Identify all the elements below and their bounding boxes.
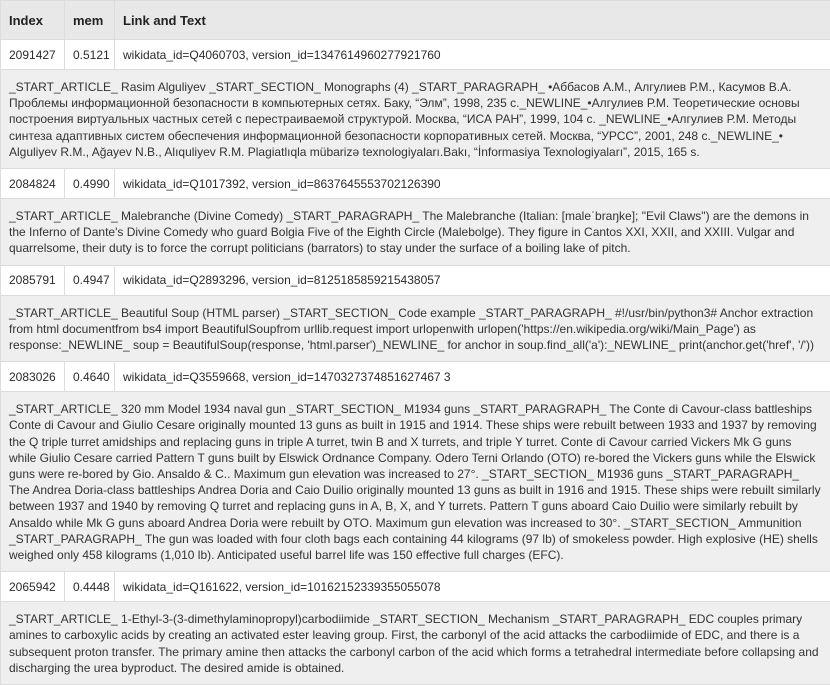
table-row <box>1 265 830 295</box>
cell-text: _START_ARTICLE_ Beautiful Soup (HTML parser) _START_SECTION_ Code example _START_PARAGRAPH_ #!/usr/bin/python3# Anchor extraction from html documentfrom bs4 import BeautifulSoupfrom urllib.request import urlopenwith urlopen('https://en.wikipedia.org/wiki/Main_Page') as response:_NEWLINE_ soup = BeautifulSoup(response, 'html.parser')_NEWLINE_ for anchor in soup.find_all('a'):_NEWLINE_ print(anchor.get('href', '/')) <box>1 295 830 362</box>
table-row-text <box>1 199 830 266</box>
cell-mem: 0.4448 <box>65 572 115 602</box>
table-row <box>1 572 830 602</box>
cell-text: _START_ARTICLE_ 320 mm Model 1934 naval gun _START_SECTION_ M1934 guns _START_PARAGRAPH_ The Conte di Cavour-class battleships Conte di Cavour and Giulio Cesare originally mounted 13 guns as built in 1915 and 1914. These ships were rebuilt between 1933 and 1937 by removing the Q triple turret amidships and replacing guns in triple A turret, twin B and X turrets, and triple Y turret. Conte di Cavour carried Vickers Mk G guns while Giulio Cesare carried Pattern T guns built by Elswick Ordnance Company. Odero Terni Orlando (OTO) re-bored the Vickers guns while the Elswick guns were re-bored by Gio. Ansaldo & C.. Maximum gun elevation was increased to 27°. _START_SECTION_ M1936 guns _START_PARAGRAPH_ The Andrea Doria-class battleships Andrea Doria and Caio Duilio originally mounted 13 guns as built in 1916 and 1915. These ships were rebuilt similarly between 1937 and 1940 by removing Q turret and replacing guns in A, B, X, and Y turrets. Pattern T guns aboard Caio Duilio were similarly rebuilt by Ansaldo while Mk G guns aboard Andrea Doria were rebuilt by OTO. Maximum gun elevation was increased to 30°. _START_SECTION_ Ammunition _START_PARAGRAPH_ The gun was loaded with four cloth bags each containing 44 kilograms (97 lb) of smokeless powder. High explosive (HE) shells weighed only 458 kilograms (1,010 lb). Anticipated useful barrel life was 150 effective full charges (EFC). <box>1 392 830 572</box>
cell-index: 2065942 <box>1 572 65 602</box>
table-row <box>1 169 830 199</box>
table-row <box>1 362 830 392</box>
cell-link: wikidata_id=Q3559668, version_id=1470327374851627467 3 <box>115 362 830 392</box>
cell-mem: 0.5121 <box>65 40 115 70</box>
cell-link: wikidata_id=Q2893296, version_id=8125185859215438057 <box>115 265 830 295</box>
cell-mem: 0.4947 <box>65 265 115 295</box>
cell-text: _START_ARTICLE_ 1-Ethyl-3-(3-dimethylaminopropyl)carbodiimide _START_SECTION_ Mechanism _START_PARAGRAPH_ EDC couples primary amines to carboxylic acids by creating an activated ester leaving group. First, the carbonyl of the acid attacks the carbodiimide of EDC, and there is a subsequent proton transfer. The primary amine then attacks the carbonyl carbon of the acid which forms a tetrahedral intermediate before collapsing and discharging the urea byproduct. The desired amide is obtained. <box>1 602 830 685</box>
cell-index: 2084824 <box>1 169 65 199</box>
cell-text: _START_ARTICLE_ Rasim Alguliyev _START_SECTION_ Monographs (4) _START_PARAGRAPH_ •Аббасов А.М., Алгулиев Р.М., Касумов В.А. Проблемы информационной безопасности в компьютерных сетях. Баку, “Элм”, 1998, 235 с._NEWLINE_•Алгулиев Р.М. Теоретические основы построения виртуальных частных сетей с перестраиваемой структурой. Москва, “ИСА РАН”, 1999, 104 с. _NEWLINE_•Алгулиев Р.М. Методы синтеза адаптивных систем обеспечения информационной безопасности корпоративных сетей. Москва, “УРСС”, 2001, 248 с._NEWLINE_• Alguliyev R.M., Ağayev N.B., Alıquliyev R.M. Plagiatlıqla mübarizə texnologiyaları.Bakı, “İnformasiya Texnologiyaları”, 2015, 165 s. <box>1 70 830 169</box>
cell-text: _START_ARTICLE_ Malebranche (Divine Comedy) _START_PARAGRAPH_ The Malebranche (Italian: [maleˈbraŋke]; "Evil Claws") are the demons in the Inferno of Dante's Divine Comedy who guard Bolgia Five of the Eighth Circle (Malebolge). They figure in Cantos XXI, XXII, and XXIII. Vulgar and quarrelsome, their duty is to force the corrupt politicians (barrators) to stay under the surface of a boiling lake of pitch. <box>1 199 830 266</box>
table-row <box>1 40 830 70</box>
header-mem[interactable]: mem <box>65 1 115 40</box>
table-row-text <box>1 295 830 362</box>
cell-index: 2091427 <box>1 40 65 70</box>
header-index[interactable]: Index <box>1 1 65 40</box>
cell-link: wikidata_id=Q161622, version_id=10162152339355055078 <box>115 572 830 602</box>
cell-link: wikidata_id=Q4060703, version_id=1347614960277921760 <box>115 40 830 70</box>
cell-mem: 0.4990 <box>65 169 115 199</box>
table-row-text <box>1 602 830 685</box>
cell-mem: 0.4640 <box>65 362 115 392</box>
header-link-and-text[interactable]: Link and Text <box>115 1 830 40</box>
table-row-text <box>1 392 830 572</box>
table-row-text <box>1 70 830 169</box>
cell-index: 2085791 <box>1 265 65 295</box>
cell-link: wikidata_id=Q1017392, version_id=8637645553702126390 <box>115 169 830 199</box>
header-row <box>1 1 830 40</box>
cell-index: 2083026 <box>1 362 65 392</box>
